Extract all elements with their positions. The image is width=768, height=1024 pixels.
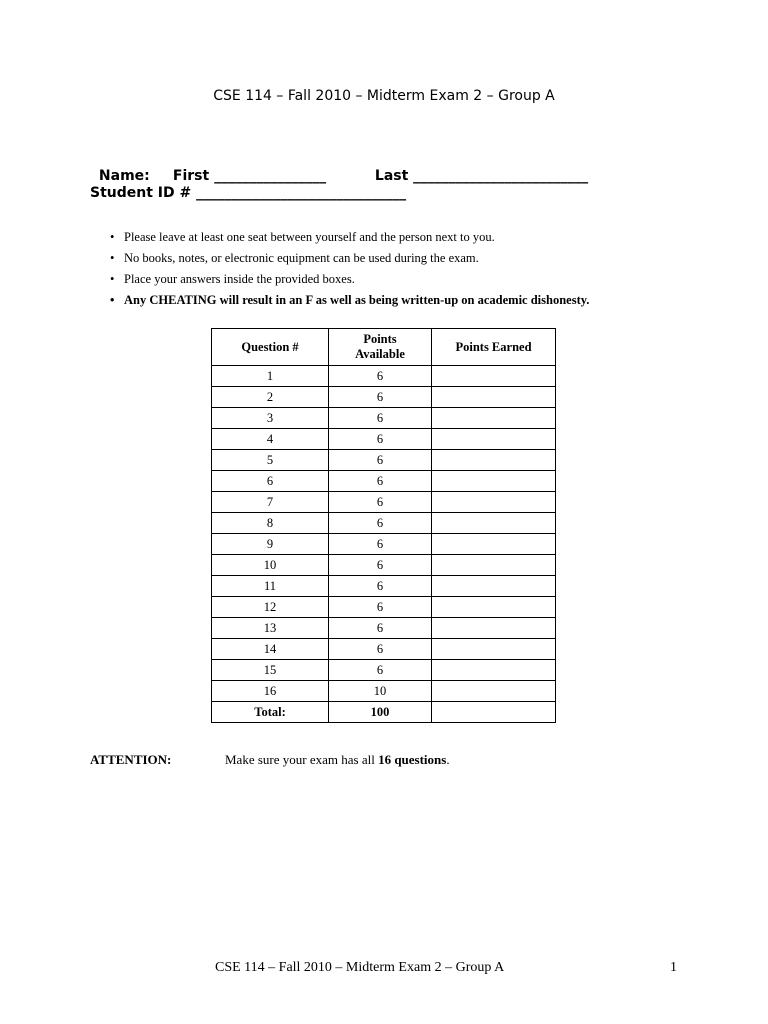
question-cell: 2 [212,387,329,408]
question-cell: 8 [212,513,329,534]
points-earned-cell[interactable] [432,492,556,513]
question-cell: 16 [212,681,329,702]
points-available-cell: 6 [329,471,432,492]
points-available-cell: 6 [329,639,432,660]
name-line [90,152,588,184]
total-label: Total: [212,702,329,723]
table-row [212,492,556,513]
question-cell: 3 [212,408,329,429]
bullet-icon: • [110,230,115,244]
points-available-cell: 6 [329,618,432,639]
table-row [212,429,556,450]
total-points: 100 [329,702,432,723]
points-available-cell: 10 [329,681,432,702]
score-table-body [212,366,556,702]
attention-question-count: 16 questions [378,752,447,767]
points-available-cell: 6 [329,429,432,450]
table-row [212,681,556,702]
question-cell: 12 [212,597,329,618]
bullet-icon: • [110,293,115,307]
points-available-cell: 6 [329,534,432,555]
attention-label: ATTENTION: [90,752,172,767]
points-earned-cell[interactable] [432,513,556,534]
total-earned-cell[interactable] [432,702,556,723]
question-cell: 1 [212,366,329,387]
question-cell: 9 [212,534,329,555]
table-row [212,618,556,639]
question-cell: 14 [212,639,329,660]
table-header-row [212,329,556,366]
points-earned-cell[interactable] [432,639,556,660]
points-earned-cell[interactable] [432,471,556,492]
points-available-cell: 6 [329,660,432,681]
rule-text: Place your answers inside the provided boxes. [124,272,355,286]
points-available-cell: 6 [329,408,432,429]
table-row [212,450,556,471]
last-name-field: Last _________________________ [374,168,589,184]
col-header-points-earned: Points Earned [432,329,556,366]
rule-item [110,270,589,291]
points-available-cell: 6 [329,576,432,597]
rule-text: No books, notes, or electronic equipment can be used during the exam. [124,251,479,265]
attention-prefix: Make sure your exam has all [225,752,379,767]
points-available-cell: 6 [329,555,432,576]
total-row [212,702,556,723]
points-earned-cell[interactable] [432,597,556,618]
attention-suffix: . [446,752,450,767]
points-earned-cell[interactable] [432,660,556,681]
exam-rules-list [110,228,589,312]
col-header-points-available: Points Available [329,329,432,366]
table-row [212,471,556,492]
rule-item [110,228,589,249]
col-header-question: Question # [212,329,329,366]
first-name-field: First ________________ [172,168,327,184]
points-earned-cell[interactable] [432,450,556,471]
score-table [211,328,556,723]
rule-item [110,291,589,312]
points-available-cell: 6 [329,387,432,408]
points-earned-cell[interactable] [432,555,556,576]
page-footer: CSE 114 – Fall 2010 – Midterm Exam 2 – Group A [215,960,505,975]
question-cell: 4 [212,429,329,450]
rule-text: Please leave at least one seat between yourself and the person next to you. [124,230,495,244]
question-cell: 13 [212,618,329,639]
bullet-icon: • [110,251,115,265]
points-earned-cell[interactable] [432,408,556,429]
question-cell: 5 [212,450,329,471]
table-row [212,576,556,597]
points-available-cell: 6 [329,513,432,534]
points-available-cell: 6 [329,366,432,387]
table-row [212,513,556,534]
table-row [212,660,556,681]
question-cell: 11 [212,576,329,597]
rule-text: Any CHEATING will result in an F as well as being written-up on academic dishonesty. [124,293,590,307]
rule-item [110,249,589,270]
table-row [212,387,556,408]
points-available-cell: 6 [329,597,432,618]
table-row [212,408,556,429]
points-earned-cell[interactable] [432,429,556,450]
points-earned-cell[interactable] [432,534,556,555]
table-row [212,366,556,387]
points-earned-cell[interactable] [432,681,556,702]
points-available-cell: 6 [329,492,432,513]
table-row [212,534,556,555]
question-cell: 10 [212,555,329,576]
points-earned-cell[interactable] [432,618,556,639]
table-row [212,639,556,660]
question-cell: 6 [212,471,329,492]
table-row [212,555,556,576]
question-cell: 15 [212,660,329,681]
points-earned-cell[interactable] [432,576,556,597]
table-row [212,597,556,618]
points-earned-cell[interactable] [432,366,556,387]
student-id-field: Student ID # ______________________________ [90,185,407,201]
points-available-cell: 6 [329,450,432,471]
name-label: Name: [98,168,150,184]
page-number: 1 [670,960,677,975]
question-cell: 7 [212,492,329,513]
exam-title: CSE 114 – Fall 2010 – Midterm Exam 2 – Group A [213,88,555,104]
points-earned-cell[interactable] [432,387,556,408]
attention-message [225,752,450,768]
bullet-icon: • [110,272,115,286]
